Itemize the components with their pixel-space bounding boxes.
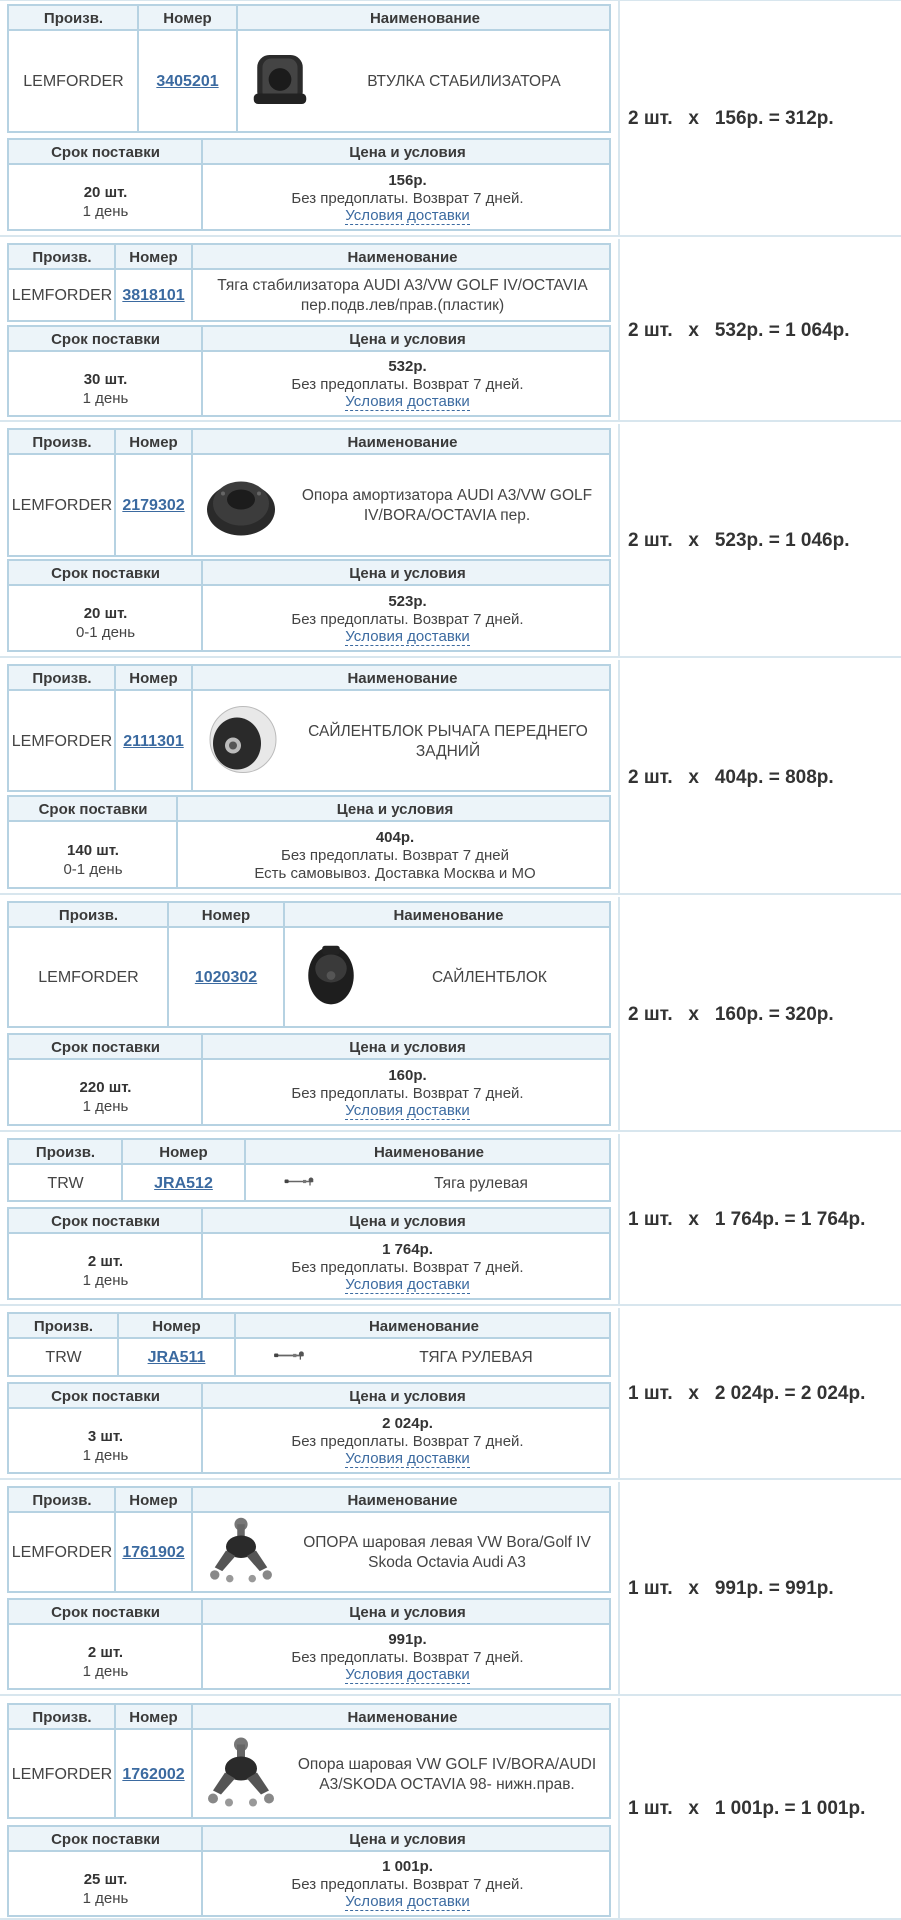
delivery-term: 0-1 день: [75, 624, 136, 641]
number-cell: [138, 33, 237, 131]
table-body: [9, 588, 609, 650]
maker-cell: [9, 272, 115, 320]
delivery-term: 0-1 день: [63, 860, 123, 878]
header-maker: Произв.: [32, 1709, 92, 1726]
table-body: [9, 1062, 609, 1124]
part-name: ВТУЛКА СТАБИЛИЗАТОРА: [367, 73, 561, 90]
delivery-price-table: [7, 1598, 611, 1690]
header-number: Номер: [163, 10, 212, 27]
table-header: [9, 1035, 609, 1060]
header-delivery: Срок поставки: [51, 565, 160, 582]
price-cell: [202, 588, 613, 650]
delivery-note: Есть самовывоз. Доставка Москва и МО: [254, 864, 536, 882]
order-item: [0, 1134, 901, 1306]
column-divider: [618, 0, 620, 235]
payment-conditions: Без предоплаты. Возврат 7 дней.: [291, 610, 524, 628]
part-name: САЙЛЕНТБЛОК РЫЧАГА ПЕРЕДНЕГО ЗАДНИЙ: [308, 722, 588, 760]
delivery-price-table: [7, 1207, 611, 1300]
table-header: [9, 140, 609, 165]
order-item: [0, 897, 901, 1132]
table-body: [9, 930, 609, 1026]
header-name: Наименование: [347, 434, 458, 451]
maker-name: LEMFORDER: [11, 1765, 113, 1783]
order-item: [0, 1698, 901, 1920]
column-divider: [618, 1482, 620, 1694]
table-body: [9, 167, 609, 229]
price-cell: [202, 1854, 613, 1915]
part-name: Опора шаровая VW GOLF IV/BORA/AUDI A3/SKODA OCTAVIA 98- нижн.прав.: [297, 1755, 597, 1793]
delivery-term: 1 день: [82, 1662, 129, 1680]
part-number-link[interactable]: 2111301: [123, 732, 184, 750]
header-number: Номер: [129, 1709, 178, 1726]
part-name: Тяга рулевая: [434, 1174, 528, 1192]
header-number: Номер: [159, 1144, 208, 1161]
unit-price: 2 024р.: [382, 1415, 433, 1432]
maker-cell: [9, 33, 138, 131]
delivery-terms-link[interactable]: Условия доставки: [345, 1275, 470, 1293]
name-cell: [281, 1732, 613, 1817]
name-cell: [283, 693, 613, 790]
stock-quantity: 3 шт.: [87, 1427, 124, 1445]
table-body: [9, 693, 609, 790]
header-number: Номер: [129, 249, 178, 266]
maker-name: LEMFORDER: [38, 969, 139, 986]
part-number-link[interactable]: 2179302: [122, 497, 185, 514]
stock-quantity: 30 шт.: [83, 370, 128, 388]
name-cell: [366, 930, 613, 1026]
delivery-term: 1 день: [82, 203, 129, 220]
table-header: [9, 1384, 609, 1409]
bushing-icon: [245, 40, 315, 125]
delivery-price-table: [7, 559, 611, 652]
table-body: [9, 1732, 609, 1817]
payment-conditions: Без предоплаты. Возврат 7 дней.: [291, 376, 524, 393]
column-divider: [618, 239, 620, 420]
stock-cell: [9, 354, 202, 415]
ball-joint-icon: [201, 1513, 281, 1593]
table-body: [9, 1167, 609, 1200]
part-name: САЙЛЕНТБЛОК: [432, 969, 547, 986]
table-body: [9, 354, 609, 415]
line-total: 2 шт. x 532р. = 1 064р.: [628, 319, 850, 341]
table-header: [9, 1140, 609, 1165]
line-total: 1 шт. x 1 764р. = 1 764р.: [628, 1209, 866, 1230]
tie-rod-icon: [239, 1339, 339, 1377]
table-body: [9, 1515, 609, 1591]
number-cell: [115, 693, 192, 790]
maker-name: LEMFORDER: [11, 732, 113, 750]
header-delivery: Срок поставки: [51, 331, 160, 348]
number-cell: [118, 1341, 235, 1375]
unit-price: 991р.: [388, 1631, 427, 1648]
delivery-term: 1 день: [82, 1889, 129, 1907]
part-info-table: [7, 1138, 611, 1202]
header-number: Номер: [152, 1318, 201, 1335]
payment-conditions: Без предоплаты. Возврат 7 дней.: [291, 1433, 524, 1450]
part-info-table: [7, 1703, 611, 1819]
table-header: [9, 903, 609, 928]
part-number-link[interactable]: JRA512: [154, 1174, 213, 1192]
delivery-terms-link[interactable]: Условия доставки: [345, 627, 470, 645]
line-total: 2 шт. x 523р. = 1 046р.: [628, 530, 850, 551]
delivery-terms-link[interactable]: Условия доставки: [345, 1666, 470, 1683]
order-item: [0, 1482, 901, 1696]
table-header: [9, 6, 609, 31]
table-header: [9, 245, 609, 270]
delivery-price-table: [7, 325, 611, 417]
order-item: [0, 424, 901, 658]
number-cell: [168, 930, 284, 1026]
table-header: [9, 1600, 609, 1625]
header-name: Наименование: [369, 10, 481, 27]
header-name: Наименование: [368, 1318, 480, 1335]
header-number: Номер: [129, 434, 178, 451]
part-info-table: [7, 428, 611, 557]
header-price: Цена и условия: [349, 565, 466, 582]
delivery-price-table: [7, 1382, 611, 1474]
payment-conditions: Без предоплаты. Возврат 7 дней: [280, 846, 510, 864]
payment-conditions: Без предоплаты. Возврат 7 дней.: [291, 1084, 524, 1102]
table-body: [9, 272, 609, 320]
header-number: Номер: [201, 907, 251, 924]
name-cell: [281, 457, 613, 555]
header-price: Цена и условия: [349, 1039, 466, 1056]
header-price: Цена и условия: [349, 1213, 466, 1230]
header-delivery: Срок поставки: [51, 1213, 160, 1230]
header-delivery: Срок поставки: [51, 1388, 160, 1405]
maker-cell: [9, 930, 168, 1026]
maker-name: LEMFORDER: [11, 1544, 113, 1561]
table-header: [9, 797, 609, 822]
name-cell: [349, 1167, 613, 1200]
delivery-price-table: [7, 795, 611, 889]
header-delivery: Срок поставки: [51, 1831, 160, 1848]
order-item: [0, 0, 901, 237]
stock-quantity: 25 шт.: [83, 1870, 128, 1888]
table-body: [9, 33, 609, 131]
delivery-term: 1 день: [82, 1446, 129, 1464]
silent-block-black-icon: [296, 936, 366, 1021]
table-body: [9, 1854, 609, 1915]
price-cell: [202, 167, 613, 229]
table-header: [9, 666, 609, 691]
unit-price: 532р.: [388, 358, 427, 375]
column-divider: [618, 660, 620, 893]
unit-price: 1 001р.: [382, 1858, 433, 1875]
unit-price: 404р.: [375, 828, 415, 846]
part-name: ТЯГА РУЛЕВАЯ: [419, 1349, 533, 1366]
header-price: Цена и условия: [349, 144, 466, 161]
part-number-link[interactable]: JRA511: [147, 1349, 206, 1366]
delivery-term: 1 день: [82, 389, 129, 407]
line-total: 2 шт. x 156р. = 312р.: [628, 107, 834, 129]
header-number: Номер: [129, 670, 178, 687]
delivery-terms-link[interactable]: Условия доставки: [345, 393, 470, 410]
unit-price: 1 764р.: [382, 1240, 433, 1258]
part-number-link[interactable]: 1762002: [122, 1765, 185, 1783]
order-item: [0, 1308, 901, 1480]
delivery-term: 1 день: [82, 1272, 129, 1289]
maker-cell: [9, 1515, 115, 1591]
maker-cell: [9, 457, 115, 555]
maker-cell: [9, 1732, 115, 1817]
table-header: [9, 1314, 609, 1339]
payment-conditions: Без предоплаты. Возврат 7 дней.: [291, 1649, 524, 1666]
payment-conditions: Без предоплаты. Возврат 7 дней.: [291, 1258, 524, 1276]
header-maker: Произв.: [58, 907, 119, 924]
header-number: Номер: [129, 1492, 178, 1509]
header-maker: Произв.: [43, 10, 104, 27]
part-name: Опора амортизатора AUDI A3/VW GOLF IV/BORA/OCTAVIA пер.: [301, 487, 593, 524]
name-cell: [281, 1515, 613, 1591]
header-price: Цена и условия: [349, 1831, 466, 1848]
name-cell: [192, 272, 613, 320]
stock-cell: [9, 1854, 202, 1915]
header-delivery: Срок поставки: [51, 144, 160, 161]
line-total: 1 шт. x 2 024р. = 2 024р.: [628, 1383, 866, 1404]
part-info-table: [7, 4, 611, 133]
table-header: [9, 561, 609, 586]
part-number-link[interactable]: 1761902: [122, 1544, 185, 1561]
price-cell: [202, 1411, 613, 1472]
maker-name: TRW: [47, 1174, 84, 1192]
stock-quantity: 20 шт.: [83, 605, 128, 622]
stock-cell: [9, 588, 202, 650]
price-cell: [202, 1236, 613, 1298]
header-name: Наименование: [393, 907, 504, 924]
order-item: [0, 660, 901, 895]
maker-cell: [9, 1167, 122, 1200]
name-cell: [315, 33, 613, 131]
part-name: Тяга стабилизатора AUDI A3/VW GOLF IV/OCTAVIA пер.подв.лев/прав.(пластик): [217, 277, 588, 314]
part-info-table: [7, 664, 611, 792]
header-maker: Произв.: [32, 249, 92, 266]
name-cell: [339, 1341, 613, 1375]
part-number-link[interactable]: 3818101: [122, 287, 185, 304]
header-price: Цена и условия: [349, 1388, 466, 1405]
payment-conditions: Без предоплаты. Возврат 7 дней.: [291, 189, 524, 207]
price-cell: [202, 1627, 613, 1688]
column-divider: [618, 1134, 620, 1304]
column-divider: [618, 424, 620, 656]
table-body: [9, 1341, 609, 1375]
header-name: Наименование: [373, 1144, 485, 1161]
header-maker: Произв.: [33, 1318, 94, 1335]
stock-cell: [9, 1236, 202, 1298]
price-cell: [202, 354, 613, 415]
stock-cell: [9, 1627, 202, 1688]
part-number-link[interactable]: 1020302: [194, 969, 258, 986]
line-total: 2 шт. x 404р. = 808р.: [628, 766, 834, 788]
header-price: Цена и условия: [349, 331, 466, 348]
payment-conditions: Без предоплаты. Возврат 7 дней.: [291, 1876, 524, 1893]
header-price: Цена и условия: [336, 801, 454, 818]
delivery-terms-link[interactable]: Условия доставки: [345, 206, 470, 224]
table-header: [9, 1705, 609, 1730]
part-info-table: [7, 1486, 611, 1593]
line-total: 1 шт. x 1 001р. = 1 001р.: [628, 1798, 866, 1819]
header-delivery: Срок поставки: [38, 801, 148, 818]
header-maker: Произв.: [32, 670, 92, 687]
stock-cell: [9, 824, 177, 887]
delivery-price-table: [7, 1033, 611, 1126]
number-cell: [115, 1732, 192, 1817]
price-cell: [177, 824, 613, 887]
header-delivery: Срок поставки: [51, 1039, 160, 1056]
maker-cell: [9, 693, 115, 790]
silent-block-icon: [203, 699, 283, 784]
maker-name: LEMFORDER: [11, 497, 113, 514]
part-info-table: [7, 243, 611, 322]
line-total: 2 шт. x 160р. = 320р.: [628, 1003, 834, 1025]
maker-name: LEMFORDER: [11, 287, 113, 304]
tie-rod-icon: [249, 1165, 349, 1202]
number-cell: [115, 457, 192, 555]
header-name: Наименование: [347, 249, 458, 266]
stock-quantity: 140 шт.: [67, 841, 119, 859]
header-maker: Произв.: [35, 1144, 96, 1161]
order-item: [0, 239, 901, 422]
table-body: [9, 824, 609, 887]
stock-quantity: 2 шт.: [87, 1253, 124, 1270]
table-header: [9, 1488, 609, 1513]
delivery-price-table: [7, 1825, 611, 1917]
stock-cell: [9, 1411, 202, 1472]
number-cell: [115, 272, 192, 320]
table-body: [9, 1627, 609, 1688]
header-price: Цена и условия: [349, 1604, 466, 1621]
maker-name: LEMFORDER: [23, 73, 124, 90]
strut-mount-icon: [201, 464, 281, 549]
line-total: 1 шт. x 991р. = 991р.: [628, 1578, 834, 1599]
table-header: [9, 1209, 609, 1234]
stock-quantity: 20 шт.: [83, 184, 128, 201]
table-header: [9, 327, 609, 352]
header-maker: Произв.: [32, 434, 92, 451]
delivery-terms-link[interactable]: Условия доставки: [345, 1101, 470, 1119]
maker-name: TRW: [45, 1349, 82, 1366]
unit-price: 523р.: [388, 592, 427, 610]
header-name: Наименование: [347, 1492, 458, 1509]
ball-joint-icon: [201, 1732, 281, 1817]
column-divider: [618, 1698, 620, 1918]
part-name: ОПОРА шаровая левая VW Bora/Golf IV Skoda Octavia Audi A3: [303, 1534, 591, 1571]
number-cell: [115, 1515, 192, 1591]
delivery-terms-link[interactable]: Условия доставки: [345, 1893, 470, 1910]
unit-price: 160р.: [388, 1066, 427, 1084]
table-body: [9, 457, 609, 555]
stock-cell: [9, 1062, 202, 1124]
header-maker: Произв.: [32, 1492, 92, 1509]
unit-price: 156р.: [388, 171, 427, 189]
part-info-table: [7, 901, 611, 1028]
maker-cell: [9, 1341, 118, 1375]
stock-cell: [9, 167, 202, 229]
table-body: [9, 1236, 609, 1298]
table-header: [9, 1827, 609, 1852]
table-header: [9, 430, 609, 455]
delivery-terms-link[interactable]: Условия доставки: [345, 1450, 470, 1467]
stock-quantity: 2 шт.: [87, 1643, 124, 1661]
part-number-link[interactable]: 3405201: [156, 73, 219, 90]
part-info-table: [7, 1312, 611, 1377]
header-name: Наименование: [347, 1709, 458, 1726]
header-name: Наименование: [347, 670, 458, 687]
stock-quantity: 220 шт.: [79, 1079, 132, 1096]
column-divider: [618, 1308, 620, 1478]
header-delivery: Срок поставки: [51, 1604, 160, 1621]
column-divider: [618, 897, 620, 1130]
delivery-term: 1 день: [82, 1098, 129, 1115]
table-body: [9, 1411, 609, 1472]
price-cell: [202, 1062, 613, 1124]
number-cell: [122, 1167, 245, 1200]
delivery-price-table: [7, 138, 611, 231]
